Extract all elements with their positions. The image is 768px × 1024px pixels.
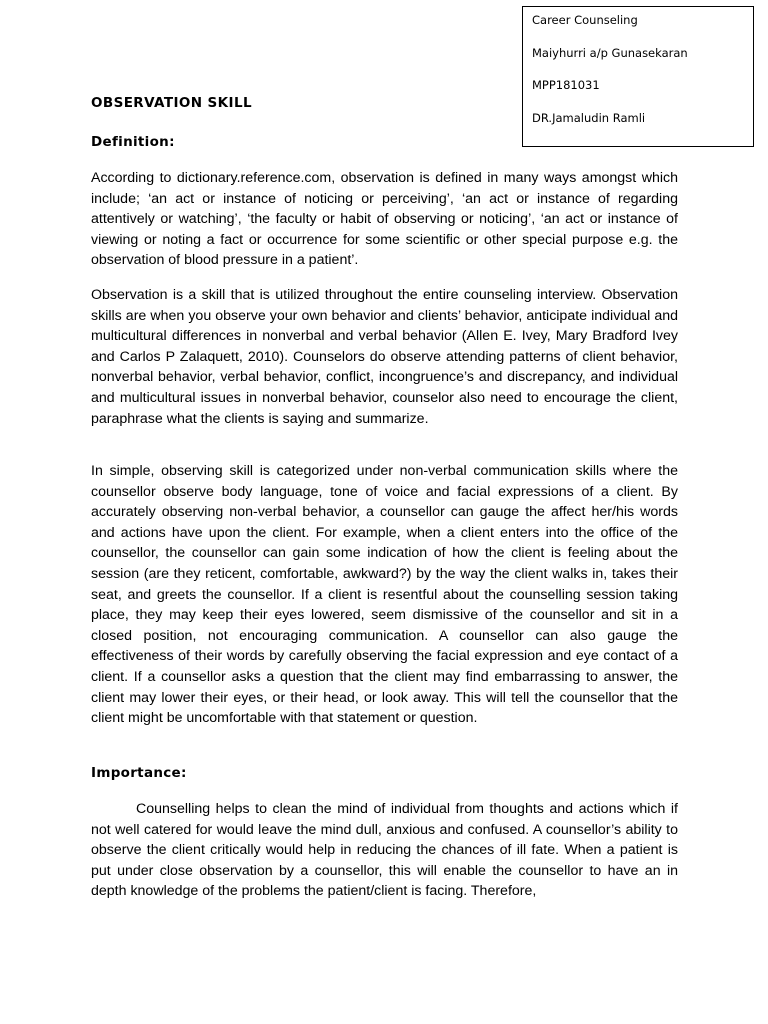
document-title: OBSERVATION SKILL xyxy=(91,95,252,111)
lecturer-name: DR.Jamaludin Ramli xyxy=(532,110,646,125)
definition-paragraph-3: In simple, observing skill is categorized under non-verbal communication skills where the counsellor observe body language, tone of voice and facial expressions of a client. By accurately observing non-verbal behavior, a counsellor can gauge the affect her/his words and actions have upon the client. For example, when a client enters into the office of the counsellor, the counsellor can gain some indication of how the client is feeling about the session (are they reticent, comfortable, awkward?) by the way the client walks in, takes their seat, and greets the counsellor. If a client is resentful about the counselling session taking place, they may keep their eyes lowered, seem dismissive of the counsellor and sit in a closed position, not encouraging communication. A counsellor can also gauge the effectiveness of their words by carefully observing the facial expression and eye contact of a client. If a counsellor asks a question that the client may find embarrassing to answer, the client may lower their eyes, or their head, or look away. This will tell the counsellor that the client might be uncomfortable with that statement or question. xyxy=(91,463,678,727)
author-info-box xyxy=(522,6,754,147)
importance-paragraph-1: Counselling helps to clean the mind of individual from thoughts and actions which if not well catered for would leave the mind dull, anxious and confused. A counsellor’s ability to observe the client critically would help in reducing the chances of ill fate. When a patient is put under close observation by a counsellor, this will enable the counsellor to have an in depth knowledge of the problems the patient/client is facing. Therefore, xyxy=(91,801,678,900)
importance-heading: Importance: xyxy=(91,765,187,781)
definition-heading: Definition: xyxy=(91,134,175,150)
definition-paragraph-2: Observation is a skill that is utilized throughout the entire counseling interview. Observation skills are when you observe your own behavior and clients’ behavior, anticipate individual and multicultural differences in nonverbal and verbal behavior (Allen E. Ivey, Mary Bradford Ivey and Carlos P Zalaquett, 2010). Counselors do observe attending patterns of client behavior, nonverbal behavior, verbal behavior, conflict, incongruence’s and discrepancy, and individual and multicultural issues in nonverbal behavior, counselor also need to encourage the client, paraphrase what the clients is saying and summarize. xyxy=(91,287,678,427)
course-name: Career Counseling xyxy=(532,13,638,27)
definition-paragraph-1: According to dictionary.reference.com, observation is defined in many ways amongst which include; ‘an act or instance of noticing or perceiving’, ‘an act or instance of regarding attentively or watching’, ‘the faculty or habit of observing or noticing’, ‘an act or instance of viewing or noting a fact or occurrence for some scientific or other special purpose e.g. the observation of blood pressure in a patient’. xyxy=(91,170,678,269)
student-id: MPP181031 xyxy=(532,78,600,92)
student-name: Maiyhurri a/p Gunasekaran xyxy=(532,45,688,60)
